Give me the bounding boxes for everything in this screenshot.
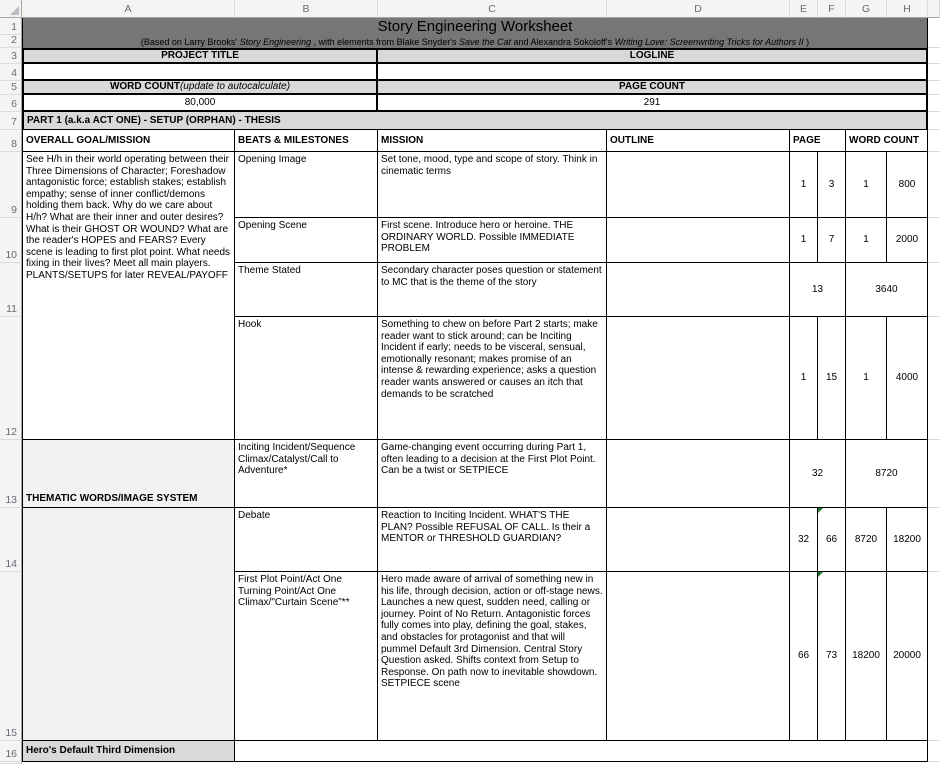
col-header-f[interactable]: F bbox=[818, 0, 846, 18]
cell-page-start-hook[interactable]: 1 bbox=[790, 317, 818, 440]
cell-page-end-opening-scene[interactable]: 7 bbox=[818, 218, 846, 263]
col-header-a[interactable]: A bbox=[22, 0, 235, 18]
cell-overall-goal-text[interactable]: See H/h in their world operating between their Three Dimensions of Character; Foreshadow antagonistic force; establish stakes; establish empathy; sense of inner conflict/demons holding them back. Why do we care about H/h? What are their inner and outer desires? What is their GHOST OR WOUND? What are the reader's HOPES and FEARS? Every scene is leading to first plot point. What needs fixing in their lives? Meet all main players. PLANTS/SETUPS for later REVEAL/PAYOFF bbox=[22, 152, 235, 440]
row-header-14[interactable]: 14 bbox=[0, 508, 22, 572]
cell-beat-opening-scene[interactable]: Opening Scene bbox=[235, 218, 378, 263]
cell-wc-start-opening-image[interactable]: 1 bbox=[846, 152, 887, 218]
cell-page-end-first-plot-point[interactable] bbox=[818, 572, 846, 741]
row-header-1[interactable]: 1 bbox=[0, 18, 22, 35]
error-indicator-icon bbox=[818, 508, 823, 513]
col-header-g[interactable]: G bbox=[846, 0, 887, 18]
word-count-note-text: (update to autocalculate) bbox=[179, 81, 291, 93]
cell-word-count-label[interactable] bbox=[22, 81, 378, 95]
cell-wc-start-debate[interactable]: 8720 bbox=[846, 508, 887, 572]
cell-mission-opening-scene[interactable]: First scene. Introduce hero or heroine. THE ORDINARY WORLD. Possible IMMEDIATE PROBLEM bbox=[378, 218, 607, 263]
cell-beat-inciting-incident[interactable]: Inciting Incident/Sequence Climax/Catalyst/Call to Adventure* bbox=[235, 440, 378, 508]
cell-sliver[interactable] bbox=[928, 572, 940, 741]
cell-page-theme-stated[interactable]: 13 bbox=[790, 263, 846, 317]
cell-page-start-debate[interactable]: 32 bbox=[790, 508, 818, 572]
cell-thematic-words-label[interactable]: THEMATIC WORDS/IMAGE SYSTEM bbox=[22, 440, 235, 508]
subtitle-segment: ) bbox=[803, 36, 810, 47]
cell-sliver[interactable] bbox=[928, 741, 940, 762]
col-header-d[interactable]: D bbox=[607, 0, 790, 18]
cell-page-end-opening-image[interactable]: 3 bbox=[818, 152, 846, 218]
col-header-c[interactable]: C bbox=[378, 0, 607, 18]
cell-header-beats[interactable]: BEATS & MILESTONES bbox=[235, 130, 378, 152]
cell-outline-debate[interactable] bbox=[607, 508, 790, 572]
cell-page-count-label[interactable]: PAGE COUNT bbox=[378, 81, 928, 95]
subtitle-segment: Writing Love: Screenwriting Tricks for Authors II bbox=[614, 36, 804, 47]
worksheet-subtitle[interactable] bbox=[22, 35, 928, 48]
cell-sliver[interactable] bbox=[928, 130, 940, 152]
cell-sliver[interactable] bbox=[928, 81, 940, 95]
col-header-h[interactable]: H bbox=[887, 0, 928, 18]
row-header-15[interactable]: 15 bbox=[0, 572, 22, 741]
row-header-5[interactable]: 5 bbox=[0, 81, 22, 95]
row-header-16[interactable]: 16 bbox=[0, 741, 22, 762]
row-header-12[interactable]: 12 bbox=[0, 317, 22, 440]
cell-sliver[interactable] bbox=[928, 152, 940, 218]
select-all-triangle-icon bbox=[10, 6, 19, 15]
row-header-7[interactable]: 7 bbox=[0, 112, 22, 130]
cell-sliver[interactable] bbox=[928, 95, 940, 112]
cell-hero-third-dimension-value[interactable] bbox=[235, 741, 928, 762]
subtitle-segment: Story Engineering bbox=[239, 36, 312, 47]
cell-sliver[interactable] bbox=[928, 440, 940, 508]
page-end-debate-value: 66 bbox=[825, 533, 838, 545]
cell-sliver[interactable] bbox=[928, 48, 940, 64]
cell-mission-inciting-incident[interactable]: Game-changing event occurring during Part 1, often leading to a decision at the First Plot Point. Can be a twist or SETPIECE bbox=[378, 440, 607, 508]
cell-page-count-value[interactable]: 291 bbox=[378, 95, 928, 112]
cell-outline-first-plot-point[interactable] bbox=[607, 572, 790, 741]
row-header-11[interactable]: 11 bbox=[0, 263, 22, 317]
cell-beat-debate[interactable]: Debate bbox=[235, 508, 378, 572]
cell-sliver[interactable] bbox=[928, 18, 940, 48]
cell-sliver[interactable] bbox=[928, 508, 940, 572]
cell-mission-theme-stated[interactable]: Secondary character poses question or statement to MC that is the theme of the story bbox=[378, 263, 607, 317]
select-all-corner[interactable] bbox=[0, 0, 22, 18]
cell-thematic-words-value[interactable] bbox=[22, 508, 235, 741]
cell-word-count-value[interactable]: 80,000 bbox=[22, 95, 378, 112]
cell-wc-end-debate[interactable]: 18200 bbox=[887, 508, 928, 572]
row-header-13[interactable]: 13 bbox=[0, 440, 22, 508]
cell-mission-debate[interactable]: Reaction to Inciting Incident. WHAT'S THE PLAN? Possible REFUSAL OF CALL. Is their a MENTOR or THRESHOLD GUARDIAN? bbox=[378, 508, 607, 572]
word-count-label-text: WORD COUNT bbox=[109, 81, 180, 93]
cell-wc-start-opening-scene[interactable]: 1 bbox=[846, 218, 887, 263]
cell-beat-first-plot-point[interactable]: First Plot Point/Act One Turning Point/Act One Climax/"Curtain Scene"** bbox=[235, 572, 378, 741]
cell-sliver[interactable] bbox=[928, 218, 940, 263]
cell-part1-section-title[interactable]: PART 1 (a.k.a ACT ONE) - SETUP (ORPHAN) - THESIS bbox=[22, 112, 928, 130]
cell-wc-end-opening-scene[interactable]: 2000 bbox=[887, 218, 928, 263]
cell-logline-label[interactable]: LOGLINE bbox=[378, 48, 928, 64]
cell-outline-hook[interactable] bbox=[607, 317, 790, 440]
cell-sliver[interactable] bbox=[928, 317, 940, 440]
cell-outline-opening-scene[interactable] bbox=[607, 218, 790, 263]
cell-mission-hook[interactable]: Something to chew on before Part 2 starts; make reader want to stick around; can be Inciting Incident if early; needs to be visceral, sensual, emotionally resonant; makes promise of an intense & rewarding experience; asks a question reader wants answered or causes an itch that demands to be scratched bbox=[378, 317, 607, 440]
cell-sliver[interactable] bbox=[928, 263, 940, 317]
row-header-10[interactable]: 10 bbox=[0, 218, 22, 263]
cell-page-inciting-incident[interactable]: 32 bbox=[790, 440, 846, 508]
cell-wc-end-opening-image[interactable]: 800 bbox=[887, 152, 928, 218]
cell-header-page[interactable]: PAGE bbox=[790, 130, 846, 152]
cell-wc-start-hook[interactable]: 1 bbox=[846, 317, 887, 440]
col-header-e[interactable]: E bbox=[790, 0, 818, 18]
row-header-4[interactable]: 4 bbox=[0, 64, 22, 81]
cell-header-outline[interactable]: OUTLINE bbox=[607, 130, 790, 152]
page-end-first-plot-point-value: 73 bbox=[825, 650, 838, 662]
error-indicator-icon bbox=[818, 572, 823, 577]
cell-project-title-value[interactable] bbox=[22, 64, 378, 81]
row-header-6[interactable]: 6 bbox=[0, 95, 22, 112]
cell-mission-opening-image[interactable]: Set tone, mood, type and scope of story. Think in cinematic terms bbox=[378, 152, 607, 218]
cell-wc-end-first-plot-point[interactable]: 20000 bbox=[887, 572, 928, 741]
row-header-2[interactable]: 2 bbox=[0, 35, 22, 48]
cell-beat-hook[interactable]: Hook bbox=[235, 317, 378, 440]
cell-wc-start-first-plot-point[interactable]: 18200 bbox=[846, 572, 887, 741]
cell-wc-inciting-incident[interactable]: 8720 bbox=[846, 440, 928, 508]
row-header-8[interactable]: 8 bbox=[0, 130, 22, 152]
cell-page-start-opening-image[interactable]: 1 bbox=[790, 152, 818, 218]
cell-hero-third-dimension-label[interactable]: Hero's Default Third Dimension bbox=[22, 741, 235, 762]
row-header-9[interactable]: 9 bbox=[0, 152, 22, 218]
cell-sliver[interactable] bbox=[928, 112, 940, 130]
subtitle-segment: (Based on Larry Brooks' bbox=[140, 36, 240, 47]
cell-page-start-first-plot-point[interactable]: 66 bbox=[790, 572, 818, 741]
cell-header-overall-goal[interactable]: OVERALL GOAL/MISSION bbox=[22, 130, 235, 152]
cell-outline-theme-stated[interactable] bbox=[607, 263, 790, 317]
cell-logline-value[interactable] bbox=[378, 64, 928, 81]
cell-header-word-count[interactable]: WORD COUNT bbox=[846, 130, 928, 152]
cell-wc-theme-stated[interactable]: 3640 bbox=[846, 263, 928, 317]
cell-project-title-label[interactable]: PROJECT TITLE bbox=[22, 48, 378, 64]
col-header-b[interactable]: B bbox=[235, 0, 378, 18]
subtitle-segment: and Alexandra Sokoloff's bbox=[510, 36, 615, 47]
cell-outline-opening-image[interactable] bbox=[607, 152, 790, 218]
cell-header-mission[interactable]: MISSION bbox=[378, 130, 607, 152]
subtitle-segment: , with elements from Blake Snyder's bbox=[311, 36, 459, 47]
cell-sliver[interactable] bbox=[928, 64, 940, 81]
subtitle-segment: Save the Cat bbox=[458, 36, 511, 47]
cell-outline-inciting-incident[interactable] bbox=[607, 440, 790, 508]
row-header-3[interactable]: 3 bbox=[0, 48, 22, 64]
cell-mission-first-plot-point[interactable]: Hero made aware of arrival of something new in his life, through decision, action or off-stage news. Launches a new quest, sudden need, calling or journey. Point of No Return. Antagonistic forces fully comes into play, defining the goal, stakes, and obstacles for protagonist and that will pummel Default 3rd Dimension. Central Story Question asked. Shifts context from Setup to Response. On path now to inevitable showdown. SETPIECE scene bbox=[378, 572, 607, 741]
cell-page-start-opening-scene[interactable]: 1 bbox=[790, 218, 818, 263]
worksheet-title[interactable]: Story Engineering Worksheet bbox=[22, 18, 928, 35]
cell-beat-theme-stated[interactable]: Theme Stated bbox=[235, 263, 378, 317]
col-header-partial[interactable] bbox=[928, 0, 940, 18]
cell-wc-end-hook[interactable]: 4000 bbox=[887, 317, 928, 440]
cell-page-end-hook[interactable]: 15 bbox=[818, 317, 846, 440]
cell-page-end-debate[interactable] bbox=[818, 508, 846, 572]
cell-beat-opening-image[interactable]: Opening Image bbox=[235, 152, 378, 218]
